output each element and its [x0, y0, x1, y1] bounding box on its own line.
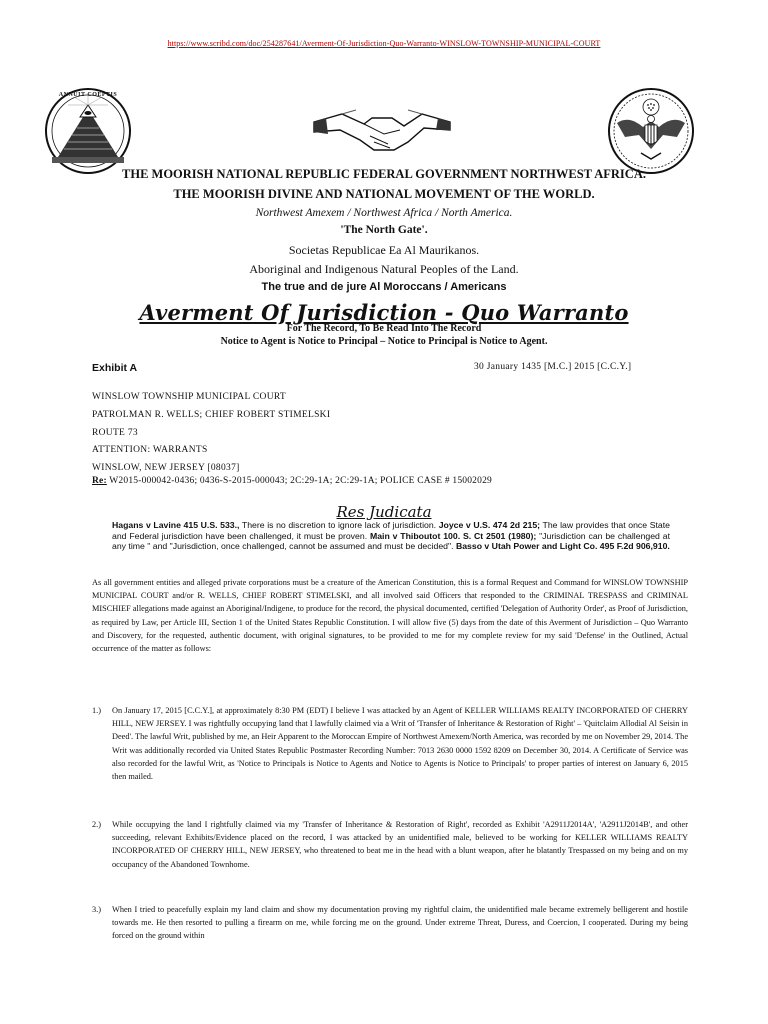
reference-line — [92, 476, 492, 486]
handshake-icon — [312, 100, 452, 160]
address-line: ROUTE 73 — [92, 427, 138, 438]
header-line-5: Societas Republicae Ea Al Maurikanos. — [288, 243, 480, 257]
header-line-7: The true and de jure Al Moroccans / Americans — [261, 281, 507, 293]
address-line: ATTENTION: WARRANTS — [92, 445, 208, 456]
case-text-3: "Jurisdiction can be challenged at any time " and "Jurisdiction, once challenged, cannot be assumed and must be decided". — [112, 530, 670, 552]
header-line-2: THE MOORISH DIVINE AND NATIONAL MOVEMENT OF THE WORLD. — [173, 187, 595, 201]
case-text-2: The law provides that once State and Federal jurisdiction have been challenged, it must be proven. — [112, 520, 670, 541]
numbered-item — [92, 704, 688, 783]
res-judicata-heading: Res Judicata — [336, 503, 432, 521]
eagle-seal-icon — [607, 87, 695, 175]
item-text: While occupying the land I rightfully claimed via my 'Transfer of Inheritance & Restoration of Right', recorded as Exhibit 'A2911J2014A', 'A2911J2014B', and other succeeding, relevant Exhibits/Evidence placed on the record, I was attacked by an unidentified male, believed to be working for KELLER WILLIAMS REALTY INCORPORATED OF CHERRY HILL, NEW JERSEY, who threatened to beat me in the head with a blunt weapon, after he blatantly Trespassed on my being and on my occupancy of the Abandoned Townhome. — [112, 820, 688, 869]
item-text: On January 17, 2015 [C.C.Y.], at approximately 8:30 PM (EDT) I believe I was attacked by an Agent of KELLER WILLIAMS REALTY INCORPORATED OF CHERRY HILL, NEW JERSEY. I was rightfully occupying land that I lawfully claimed via a Writ of 'Transfer of Inheritance & Restoration of Right' – 'Quitclaim Allodial Al Seisin in Deed'. The lawful Writ, published by me, an Heir Apparent to the Moroccan Empire of Northwest Amexem/North America, was recorded by me on November 29, 2014. The Writ was additionally recorded via United States Republic Postmaster Recording Number: 7013 2630 0000 1592 8209 on December 30, 2014. A Certificate of Service was also recorded for the lawful Writ, as 'Notice to Principals is Notice to Agents and Notice to Agents is Notice to Principals' to proper parties of interest on January 6, 2015 then mailed. — [112, 706, 688, 782]
seal-motto: ANNUIT COEPTIS — [58, 92, 118, 98]
header-line-4: 'The North Gate'. — [340, 224, 428, 236]
header-line-6: Aboriginal and Indigenous Natural Peoples of the Land. — [249, 262, 519, 276]
source-url-link[interactable]: https://www.scribd.com/doc/254287641/Averment-Of-Jurisdiction-Quo-Warranto-WINSLOW-TOWNSHIP-MUNICIPAL-COURT — [167, 39, 601, 48]
reference-label: Re: — [92, 476, 107, 486]
header-line-1: THE MOORISH NATIONAL REPUBLIC FEDERAL GOVERNMENT NORTHWEST AFRICA. — [122, 167, 646, 181]
numbered-item — [92, 903, 688, 943]
address-line: WINSLOW, NEW JERSEY [08037] — [92, 463, 240, 474]
subtitle-2: Notice to Agent is Notice to Principal – Notice to Principal is Notice to Agent. — [220, 336, 548, 347]
case-cite-3: Main v Thiboutot 100. S. Ct 2501 (1980); — [369, 530, 537, 541]
document-title: Averment Of Jurisdiction - Quo Warranto — [139, 300, 629, 325]
case-text-1: There is no discretion to ignore lack of jurisdiction. — [239, 520, 439, 530]
case-cite-4: Basso v Utah Power and Light Co. 495 F.2d 906,910. — [455, 541, 670, 552]
header-line-3: Northwest Amexem / Northwest Africa / North America. — [255, 207, 513, 219]
address-line: PATROLMAN R. WELLS; CHIEF ROBERT STIMELSKI — [92, 409, 331, 420]
exhibit-label: Exhibit A — [92, 362, 138, 374]
case-citations — [112, 520, 670, 552]
document-date: 30 January 1435 [M.C.] 2015 [C.C.Y.] — [474, 362, 632, 372]
case-cite-1: Hagans v Lavine 415 U.S. 533., — [112, 520, 240, 530]
item-number: 2.) — [92, 820, 101, 829]
reference-numbers: W2015-000042-0436; 0436-S-2015-000043; 2C:29-1A; 2C:29-1A; POLICE CASE # 15002029 — [106, 476, 492, 486]
intro-paragraph: As all government entities and alleged private corporations must be a creature of the American Constitution, this is a formal Request and Command for WINSLOW TOWNSHIP MUNICIPAL COURT and/or R. WELLS, CHIEF ROBERT STIMELSKI, and all involved said Officers that responded to the CRIMINAL TRESPASS and CRIMINAL MISCHIEF allegations made against an Aboriginal/Indigene, to produce for the record, the physical documented, certified 'Delegation of Authority Order', as Proof of Jurisdiction, as required by Law, per Article III, Section 1 of the United States Republic Constitution. I will allow five (5) days from the date of this Averment of Jurisdiction – Quo Warranto and Discovery, for the requested, authentic document, with original signatures, to be provided to me for my complete review for my said 'Defense' in the Outlined, Actual occurrence of the matter as follows: — [92, 578, 688, 654]
pyramid-seal-icon — [44, 87, 132, 175]
case-cite-2: Joyce v U.S. 474 2d 215; — [438, 520, 541, 530]
item-number: 3.) — [92, 905, 101, 914]
recipient-address — [92, 389, 330, 478]
address-line: WINSLOW TOWNSHIP MUNICIPAL COURT — [92, 392, 287, 402]
subtitle-1: For The Record, To Be Read Into The Record — [286, 323, 482, 334]
item-number: 1.) — [92, 706, 101, 715]
item-text: When I tried to peacefully explain my land claim and show my documentation proving my rightful claim, the unidentified male became extremely belligerent and hostile towards me. He then resorted to pulling a firearm on me, while forcing me on the ground. Under extreme Threat, Duress, and Coercion, I cooperated. During my being forced on the ground within — [112, 905, 688, 941]
numbered-item — [92, 818, 688, 871]
